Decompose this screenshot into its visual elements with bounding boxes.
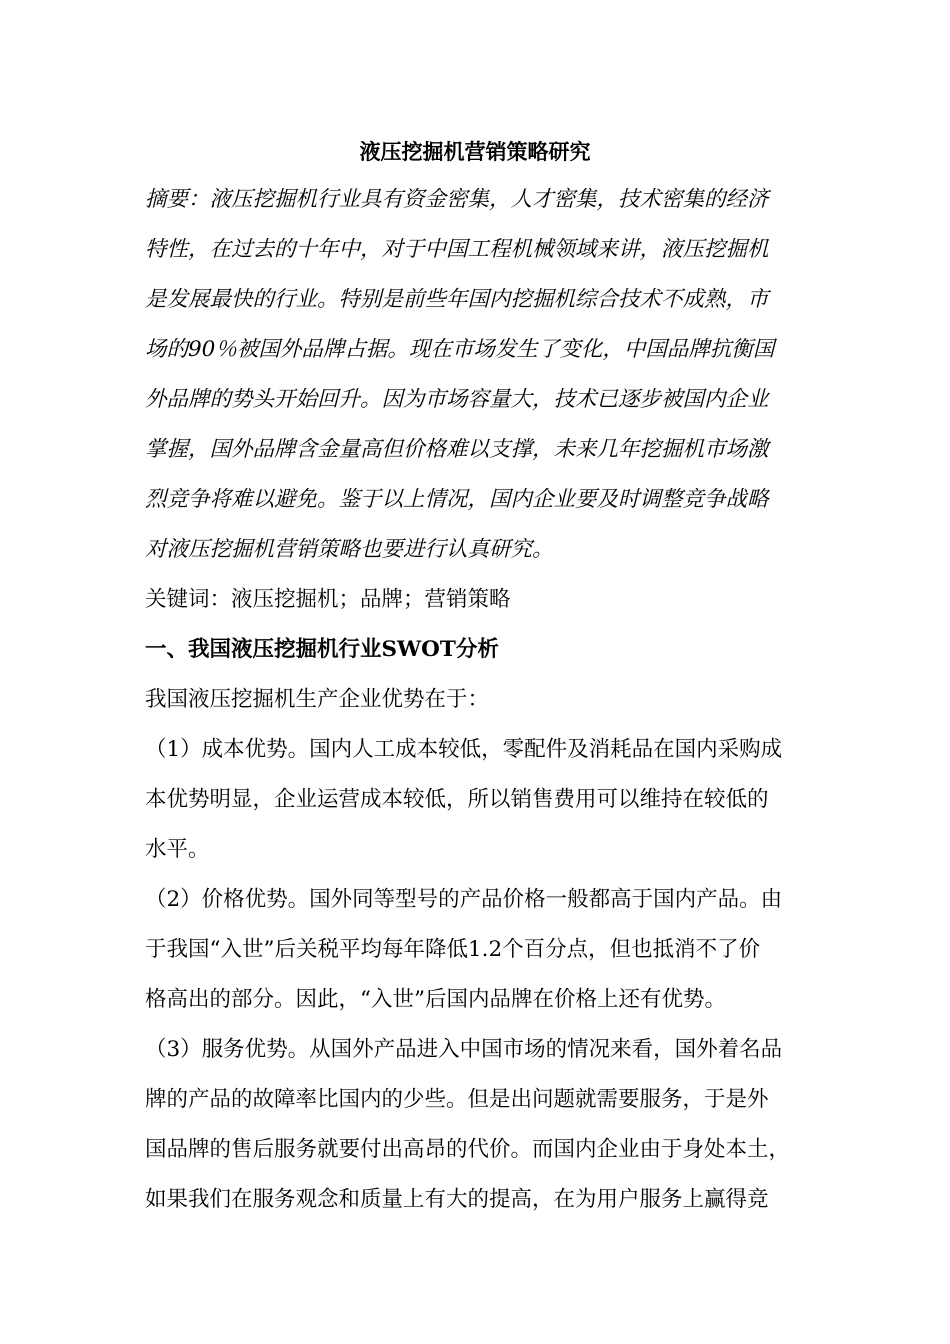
document-title: 液压挖掘机营销策略研究 [359,139,591,164]
body-line: 水平。 [145,837,210,862]
section-heading: 一、我国液压挖掘机行业SWOT分析 [145,637,499,662]
body-line: （2）价格优势。国外同等型号的产品价格一般都高于国内产品。由 [145,887,783,912]
paragraph-intro: 我国液压挖掘机生产企业优势在于： [145,687,490,712]
abstract-line: 场的90％被国外品牌占据。现在市场发生了变化，中国品牌抗衡国 [145,337,775,362]
abstract-line: 掌握，国外品牌含金量高但价格难以支撑，未来几年挖掘机市场激 [145,437,769,462]
keywords-line: 关键词：液压挖掘机；品牌；营销策略 [145,587,511,612]
body-line: 于我国“入世”后关税平均每年降低1.2个百分点，但也抵消不了价 [145,937,761,962]
abstract-line: 烈竞争将难以避免。鉴于以上情况，国内企业要及时调整竞争战略 [145,487,769,512]
body-line: 国品牌的售后服务就要付出高昂的代价。而国内企业由于身处本土， [145,1137,791,1162]
body-line: 本优势明显，企业运营成本较低，所以销售费用可以维持在较低的 [145,787,769,812]
body-line: （1）成本优势。国内人工成本较低，零配件及消耗品在国内采购成 [145,737,783,762]
abstract-line: 对液压挖掘机营销策略也要进行认真研究。 [145,537,554,562]
body-line: 牌的产品的故障率比国内的少些。但是出问题就需要服务，于是外 [145,1087,769,1112]
body-line: （3）服务优势。从国外产品进入中国市场的情况来看，国外着名品 [145,1037,783,1062]
abstract-line: 特性，在过去的十年中，对于中国工程机械领域来讲，液压挖掘机 [145,237,769,262]
body-line: 如果我们在服务观念和质量上有大的提高，在为用户服务上赢得竞 [145,1187,769,1212]
body-line: 格高出的部分。因此，“入世”后国内品牌在价格上还有优势。 [145,987,726,1012]
abstract-line: 是发展最快的行业。特别是前些年国内挖掘机综合技术不成熟，市 [145,287,769,312]
abstract-line: 摘要：液压挖掘机行业具有资金密集，人才密集，技术密集的经济 [145,187,769,212]
abstract-line: 外品牌的势头开始回升。因为市场容量大，技术已逐步被国内企业 [145,387,769,412]
